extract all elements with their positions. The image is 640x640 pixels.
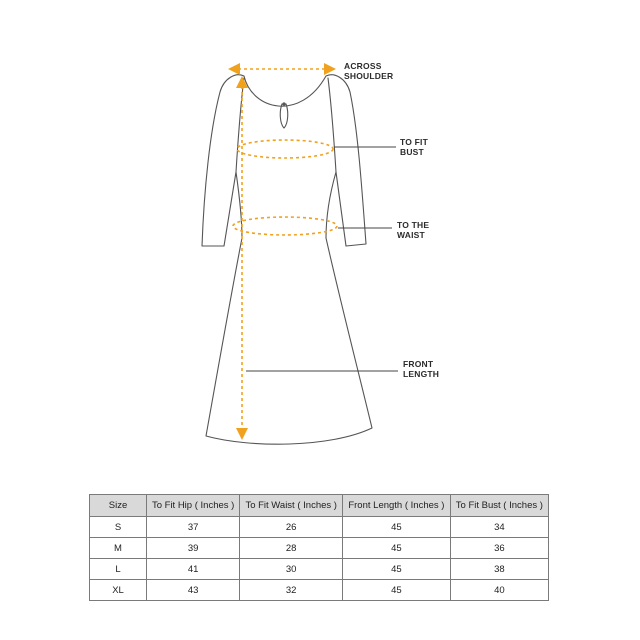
cell-waist: 30 — [240, 559, 343, 580]
cell-front-length: 45 — [343, 559, 451, 580]
length-arrow-bottom — [236, 428, 248, 440]
table-row — [90, 538, 549, 559]
cell-waist: 28 — [240, 538, 343, 559]
cell-size: L — [90, 559, 147, 580]
table-row — [90, 580, 549, 601]
cell-front-length: 45 — [343, 580, 451, 601]
size-chart-header-row — [90, 495, 549, 517]
front-length-label: FRONT LENGTH — [403, 359, 440, 379]
keyhole — [280, 104, 287, 128]
cell-bust: 34 — [450, 517, 548, 538]
table-row — [90, 559, 549, 580]
cell-size: S — [90, 517, 147, 538]
waist-ellipse — [233, 217, 337, 235]
cell-hip: 37 — [147, 517, 240, 538]
cell-hip: 41 — [147, 559, 240, 580]
cell-size: M — [90, 538, 147, 559]
across-shoulder-label: ACROSS SHOULDER — [344, 61, 394, 81]
to-fit-bust-label: TO FIT BUST — [400, 137, 428, 157]
size-chart-table — [89, 494, 549, 601]
header-hip: To Fit Hip ( Inches ) — [147, 495, 240, 517]
header-size: Size — [90, 495, 147, 517]
cell-hip: 39 — [147, 538, 240, 559]
shoulder-arrow-left — [228, 63, 240, 75]
table-row — [90, 517, 549, 538]
dress-outline — [202, 75, 372, 444]
cell-waist: 26 — [240, 517, 343, 538]
shoulder-arrow-right — [324, 63, 336, 75]
cell-size: XL — [90, 580, 147, 601]
header-front-length: Front Length ( Inches ) — [343, 495, 451, 517]
to-the-waist-label: TO THE WAIST — [397, 220, 430, 240]
header-bust: To Fit Bust ( Inches ) — [450, 495, 548, 517]
cell-bust: 36 — [450, 538, 548, 559]
cell-hip: 43 — [147, 580, 240, 601]
header-waist: To Fit Waist ( Inches ) — [240, 495, 343, 517]
bust-ellipse — [237, 140, 333, 158]
cell-bust: 38 — [450, 559, 548, 580]
cell-front-length: 45 — [343, 517, 451, 538]
cell-bust: 40 — [450, 580, 548, 601]
cell-waist: 32 — [240, 580, 343, 601]
cell-front-length: 45 — [343, 538, 451, 559]
right-sleeve-seam — [328, 78, 336, 172]
